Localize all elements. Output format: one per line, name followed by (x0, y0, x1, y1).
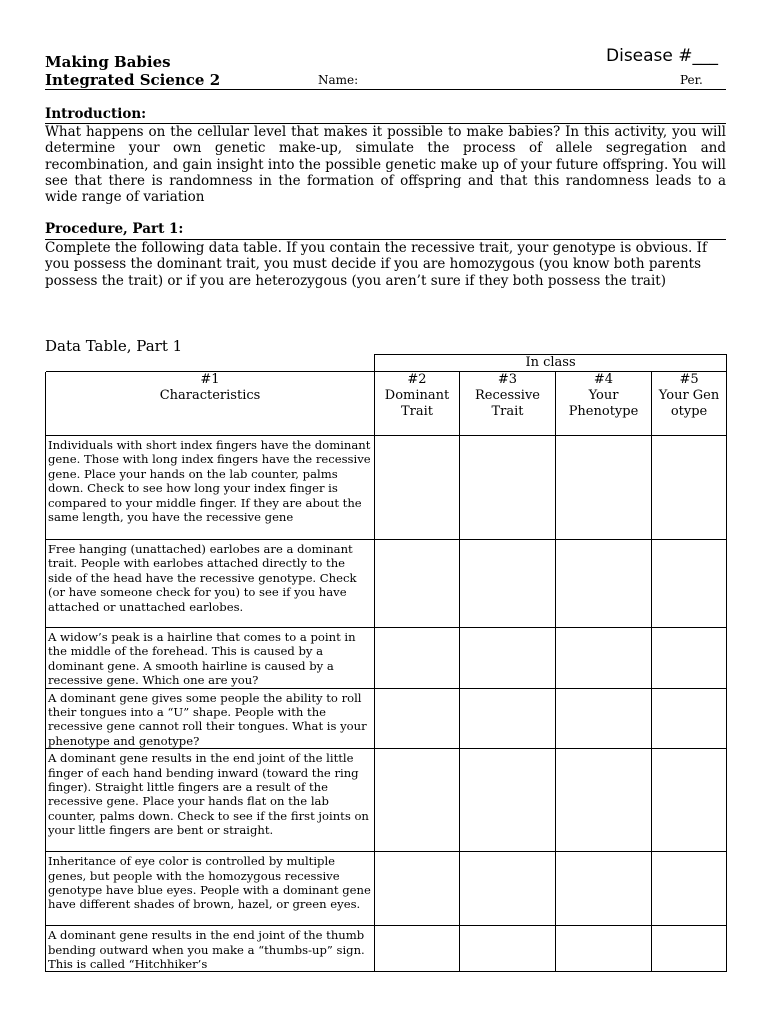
col-header-phenotype (556, 372, 652, 436)
table-row (46, 852, 727, 926)
genotype-cell[interactable] (652, 749, 727, 852)
data-table (45, 354, 727, 972)
genotype-cell[interactable] (652, 628, 727, 689)
procedure-heading: Procedure, Part 1: (45, 221, 184, 237)
genotype-cell[interactable] (652, 926, 727, 972)
dominant-trait-cell[interactable] (375, 749, 460, 852)
characteristic-text: Individuals with short index fingers have the dominant gene. Those with long index fingers have the recessive gene. Place your hands on the lab counter, palms down. Check to see how long your index finger is compared to your middle finger. If they are about the same length, you have the recessive gene (46, 436, 375, 540)
table-row (46, 628, 727, 689)
col-number: #2 (407, 372, 427, 387)
col-header-recessive (460, 372, 556, 436)
dominant-trait-cell[interactable] (375, 628, 460, 689)
procedure-text: Complete the following data table. If you contain the recessive trait, your genotype is obvious. If you possess the dominant trait, you must decide if you are homozygous (you know both parents possess the trait) or if you are heterozygous (you aren’t sure if they both possess the trait) (45, 240, 707, 289)
table-caption: Data Table, Part 1 (45, 337, 183, 355)
col-number: #4 (593, 372, 614, 387)
col-number: #5 (679, 372, 699, 387)
period-field-label[interactable]: Per. (680, 73, 703, 87)
col-label: Characteristics (159, 388, 261, 404)
genotype-cell[interactable] (652, 436, 727, 540)
genotype-cell[interactable] (652, 688, 727, 749)
recessive-trait-cell[interactable] (460, 540, 556, 628)
table-row (46, 540, 727, 628)
phenotype-cell[interactable] (556, 688, 652, 749)
dominant-trait-cell[interactable] (375, 688, 460, 749)
phenotype-cell[interactable] (556, 749, 652, 852)
characteristic-text: Inheritance of eye color is controlled by multiple genes, but people with the homozygous recessive genotype have blue eyes. People with a dominant gene have different shades of brown, hazel, or green eyes. (46, 852, 375, 926)
name-field-label[interactable]: Name: (318, 73, 359, 87)
col-label: Recessive Trait (475, 388, 540, 420)
col-label: Dominant Trait (384, 388, 450, 420)
course-name: Integrated Science 2 (45, 71, 221, 89)
phenotype-cell[interactable] (556, 926, 652, 972)
recessive-trait-cell[interactable] (460, 926, 556, 972)
characteristic-text: A dominant gene results in the end joint of the little finger of each hand bending inward (toward the ring finger). Straight little fingers are a result of the recessive gene. Place your hands flat on the lab counter, palms down. Check to see if the first joints on your little fingers are bent or straight. (46, 749, 375, 852)
table-row (46, 436, 727, 540)
col-header-genotype (652, 372, 727, 436)
characteristic-text: A widow’s peak is a hairline that comes to a point in the middle of the forehead. This is caused by a dominant gene. A smooth hairline is caused by a recessive gene. Which one are you? (46, 628, 375, 689)
col-header-dominant (375, 372, 460, 436)
disease-number-field[interactable]: Disease #___ (606, 46, 719, 66)
phenotype-cell[interactable] (556, 436, 652, 540)
dominant-trait-cell[interactable] (375, 926, 460, 972)
phenotype-cell[interactable] (556, 852, 652, 926)
characteristic-text: Free hanging (unattached) earlobes are a dominant trait. People with earlobes attached directly to the side of the head have the recessive genotype. Check (or have someone check for you) to see if you have attached or unattached earlobes. (46, 540, 375, 628)
worksheet-title: Making Babies (45, 53, 171, 71)
genotype-cell[interactable] (652, 852, 727, 926)
recessive-trait-cell[interactable] (460, 436, 556, 540)
recessive-trait-cell[interactable] (460, 628, 556, 689)
dominant-trait-cell[interactable] (375, 540, 460, 628)
table-row (46, 749, 727, 852)
col-label: Your Genotype (658, 388, 720, 420)
table-row (46, 688, 727, 749)
col-header-characteristics (46, 372, 375, 436)
header-rule (45, 89, 726, 90)
in-class-header: In class (375, 355, 727, 372)
col-number: #1 (200, 372, 220, 387)
characteristic-text: A dominant gene gives some people the ability to roll their tongues into a “U” shape. People with the recessive gene cannot roll their tongues. What is your phenotype and genotype? (46, 688, 375, 749)
introduction-heading: Introduction: (45, 106, 147, 122)
dominant-trait-cell[interactable] (375, 852, 460, 926)
recessive-trait-cell[interactable] (460, 749, 556, 852)
dominant-trait-cell[interactable] (375, 436, 460, 540)
table-row (46, 926, 727, 972)
phenotype-cell[interactable] (556, 628, 652, 689)
recessive-trait-cell[interactable] (460, 852, 556, 926)
col-number: #3 (497, 372, 518, 387)
recessive-trait-cell[interactable] (460, 688, 556, 749)
blank-corner-cell (46, 355, 375, 372)
characteristic-text: A dominant gene results in the end joint of the thumb bending outward when you make a “thumbs-up” sign. This is called “Hitchhiker’s (46, 926, 375, 972)
genotype-cell[interactable] (652, 540, 727, 628)
phenotype-cell[interactable] (556, 540, 652, 628)
col-label: Your Phenotype (568, 388, 639, 420)
introduction-text: What happens on the cellular level that makes it possible to make babies? In this activity, you will determine your own genetic make-up, simulate the process of allele segregation and recombination, and gain insight into the possible genetic make up of your future offspring. You will see that there is randomness in the formation of offspring and that this randomness leads to a wide range of variation (45, 124, 726, 206)
